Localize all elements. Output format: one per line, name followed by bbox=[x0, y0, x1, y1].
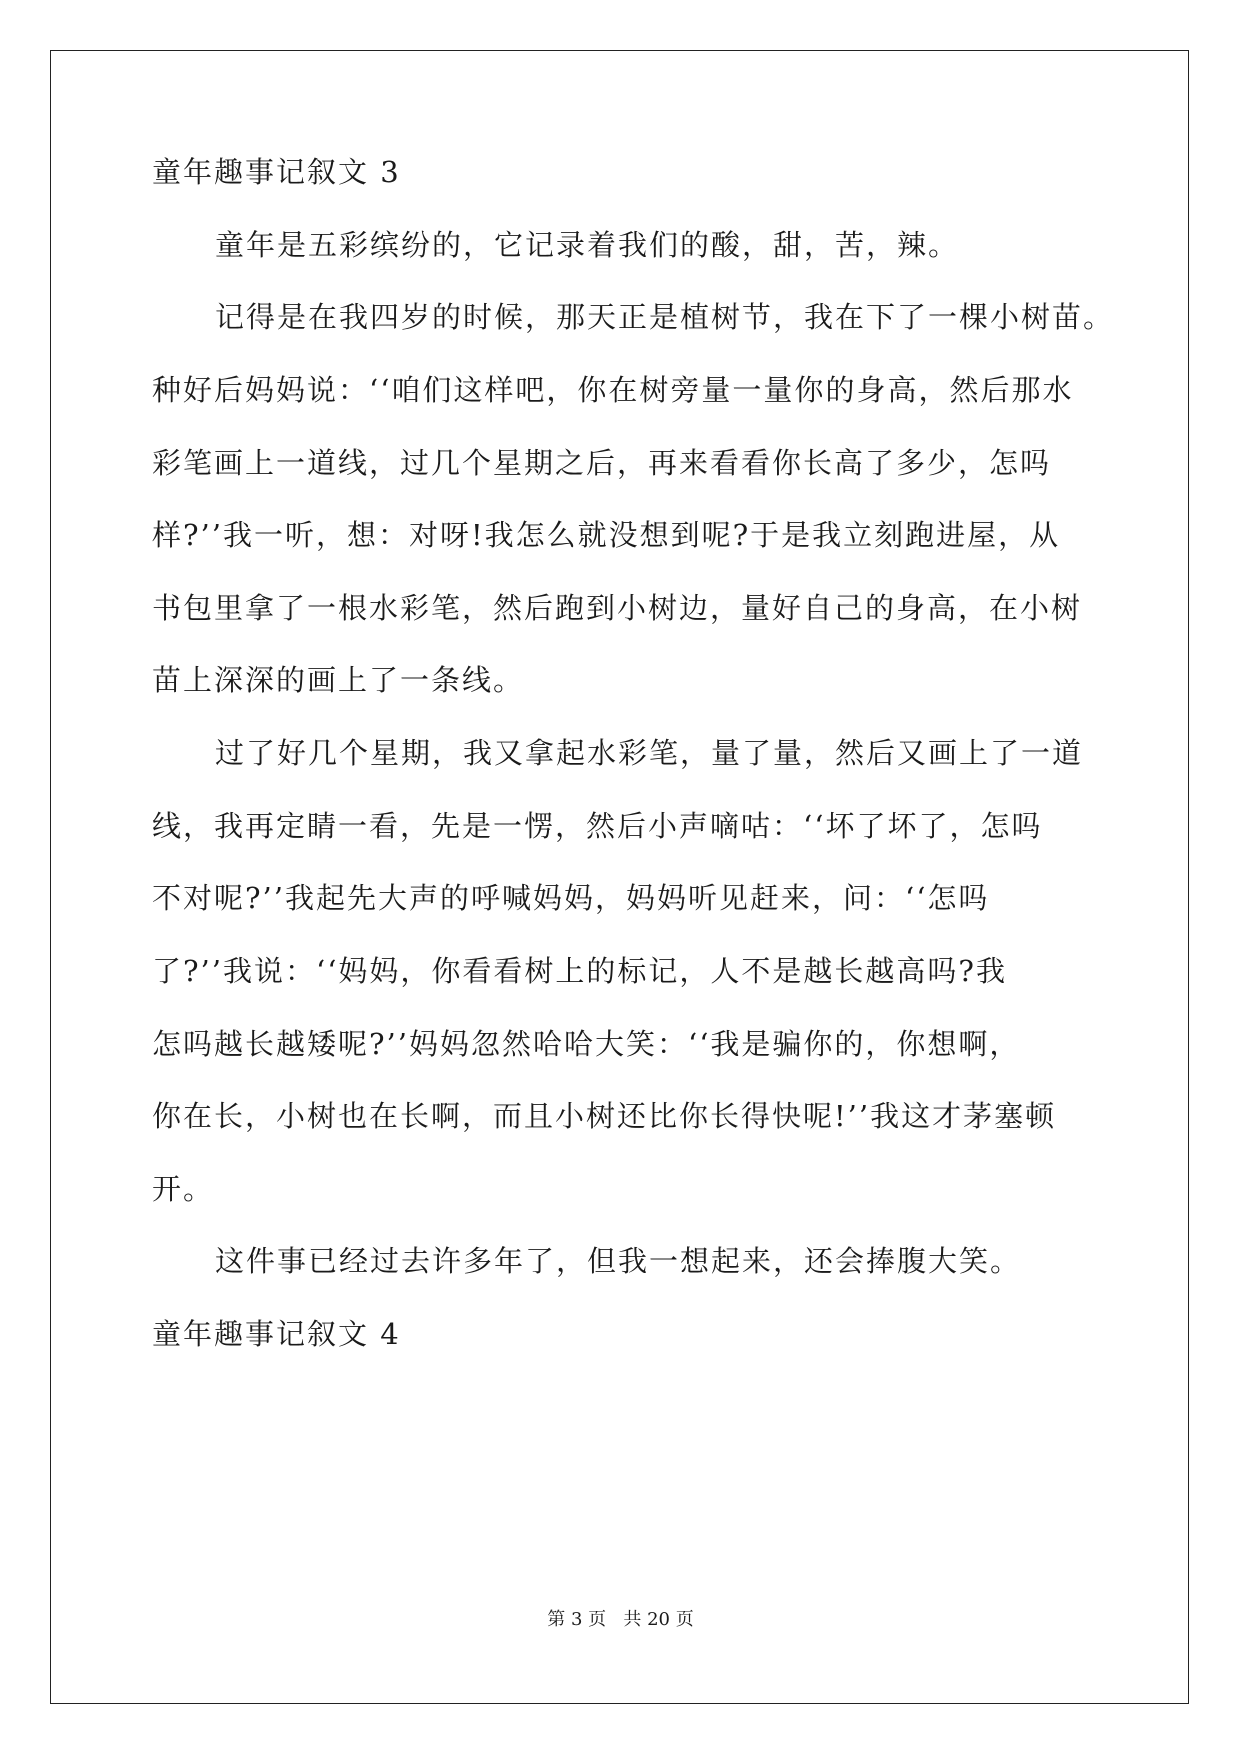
paragraph-line: 书包里拿了一根水彩笔，然后跑到小树边，量好自己的身高，在小树 bbox=[152, 591, 1083, 625]
paragraph-line: 开。 bbox=[152, 1172, 215, 1206]
section-heading-3: 童年趣事记叙文 3 bbox=[152, 155, 401, 189]
paragraph-line: 这件事已经过去许多年了，但我一想起来，还会捧腹大笑。 bbox=[215, 1244, 1022, 1278]
paragraph-line: 怎吗越长越矮呢?’’妈妈忽然哈哈大笑：‘‘我是骗你的，你想啊， bbox=[152, 1027, 1021, 1061]
paragraph-line: 你在长，小树也在长啊，而且小树还比你长得快呢!’’我这才茅塞顿 bbox=[152, 1099, 1057, 1133]
paragraph-line: 不对呢?’’我起先大声的呼喊妈妈，妈妈听见赶来，问：‘‘怎吗 bbox=[152, 881, 990, 915]
paragraph-line: 童年是五彩缤纷的，它记录着我们的酸，甜，苦，辣。 bbox=[215, 228, 960, 262]
page-number-footer: 第 3 页 共 20 页 bbox=[547, 1609, 694, 1630]
paragraph-line: 样?’’我一听，想：对呀!我怎么就没想到呢?于是我立刻跑进屋，从 bbox=[152, 518, 1061, 552]
paragraph-line: 苗上深深的画上了一条线。 bbox=[152, 663, 525, 697]
paragraph-line: 彩笔画上一道线，过几个星期之后，再来看看你长高了多少，怎吗 bbox=[152, 446, 1052, 480]
paragraph-line: 种好后妈妈说：‘‘咱们这样吧，你在树旁量一量你的身高，然后那水 bbox=[152, 373, 1074, 407]
paragraph-line: 线，我再定睛一看，先是一愣，然后小声嘀咕：‘‘坏了坏了，怎吗 bbox=[152, 809, 1043, 843]
section-heading-4: 童年趣事记叙文 4 bbox=[152, 1317, 401, 1351]
paragraph-line: 了?’’我说：‘‘妈妈，你看看树上的标记，人不是越长越高吗?我 bbox=[152, 954, 1007, 988]
paragraph-line: 记得是在我四岁的时候，那天正是植树节，我在下了一棵小树苗。 bbox=[215, 300, 1115, 334]
paragraph-line: 过了好几个星期，我又拿起水彩笔，量了量，然后又画上了一道 bbox=[215, 736, 1084, 770]
